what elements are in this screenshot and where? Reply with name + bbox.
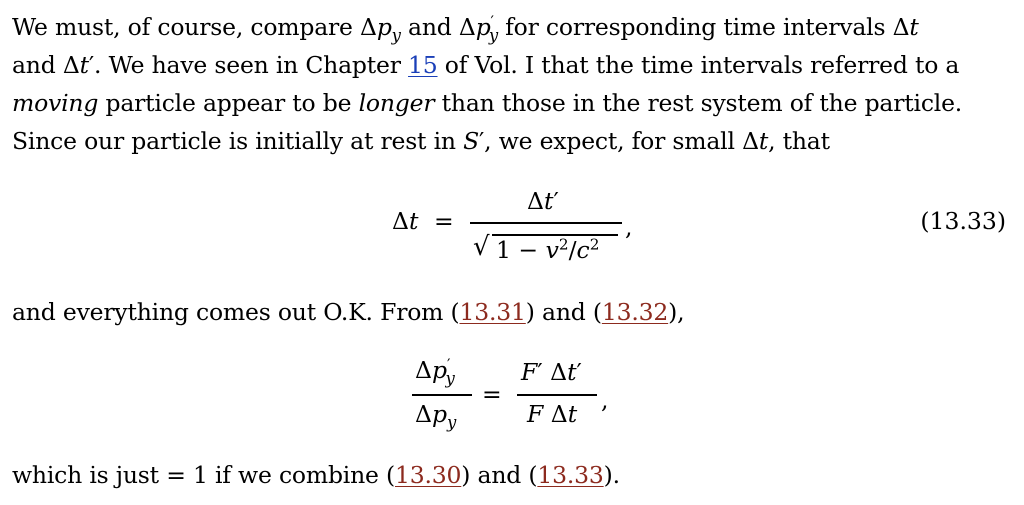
prime-mark: ′: [479, 127, 485, 155]
text: ).: [603, 461, 620, 489]
ratio-rhs-den: F Δt: [527, 400, 578, 428]
eq-numerator: Δt′: [527, 187, 559, 215]
ratio-comma: ,: [601, 386, 609, 414]
math-delta-py-prime: $\Delta p'_y$: [458, 12, 498, 45]
eq-ref-13-32[interactable]: 13.32: [601, 298, 669, 326]
math-delta-t-prime: Δt′: [62, 51, 95, 79]
eq-ref-13-31[interactable]: 13.31: [459, 298, 526, 326]
text: ) and (: [525, 298, 602, 326]
equals-sign: =: [166, 461, 186, 489]
eq-ref-13-33[interactable]: 13.33: [537, 461, 604, 489]
text: than those in the rest system of the particle.: [434, 89, 963, 117]
text-line: [12, 8, 1012, 46]
text-line: [12, 456, 1012, 494]
paragraph-conclusion: [12, 456, 1012, 494]
emphasis-longer: longer: [358, 89, 435, 117]
fraction-bar: [517, 394, 597, 396]
math-s-prime: S: [463, 127, 480, 155]
eq-equals: =: [434, 207, 454, 235]
chapter-link[interactable]: 15: [408, 51, 438, 79]
text: which is just: [12, 461, 167, 489]
text: . We have seen in Chapter: [94, 51, 409, 79]
eq-denominator: $1 - v^2/c^2$: [496, 235, 600, 264]
text-line: [12, 84, 1012, 122]
ratio-rhs-num: F′ Δt′: [521, 358, 582, 386]
text: ) and (: [461, 461, 538, 489]
math-delta-t: Δt: [742, 127, 769, 155]
text: of Vol. I that the time intervals referred to a: [437, 51, 960, 79]
math-delta-t: Δt: [892, 13, 919, 41]
eq-comma: ,: [625, 213, 633, 241]
ratio-equals: =: [482, 380, 502, 408]
text-line: [12, 293, 1012, 331]
text: for corresponding time intervals: [497, 13, 893, 41]
eq-ref-13-30[interactable]: 13.30: [395, 461, 462, 489]
math-delta-py: $\Delta p_y$: [360, 13, 401, 45]
emphasis-moving: moving: [12, 89, 99, 117]
text: and: [12, 51, 63, 79]
text: We must, of course, compare: [12, 13, 361, 41]
fraction-bar: [412, 394, 472, 396]
paragraph-ok: [12, 293, 1012, 331]
text: and everything comes out O.K. From (: [12, 298, 460, 326]
sqrt-sign: √: [473, 232, 490, 262]
text-line: [12, 46, 1012, 84]
text: and: [400, 13, 459, 41]
ratio-lhs-den: $\Delta p_y$: [415, 400, 457, 432]
equation-number: (13.33): [920, 207, 1006, 235]
text: , we expect, for small: [484, 127, 743, 155]
text: particle appear to be: [98, 89, 359, 117]
text: 1 if we combine (: [185, 461, 395, 489]
text: Since our particle is initially at rest in: [12, 127, 464, 155]
paragraph-intro: [12, 8, 1012, 160]
fraction-bar: [470, 222, 622, 224]
text: , that: [768, 127, 830, 155]
ratio-lhs-num: $\Delta p'_y$: [415, 355, 455, 388]
text: ),: [668, 298, 685, 326]
eq-lhs: Δt: [392, 207, 419, 235]
text-line: [12, 122, 1012, 160]
